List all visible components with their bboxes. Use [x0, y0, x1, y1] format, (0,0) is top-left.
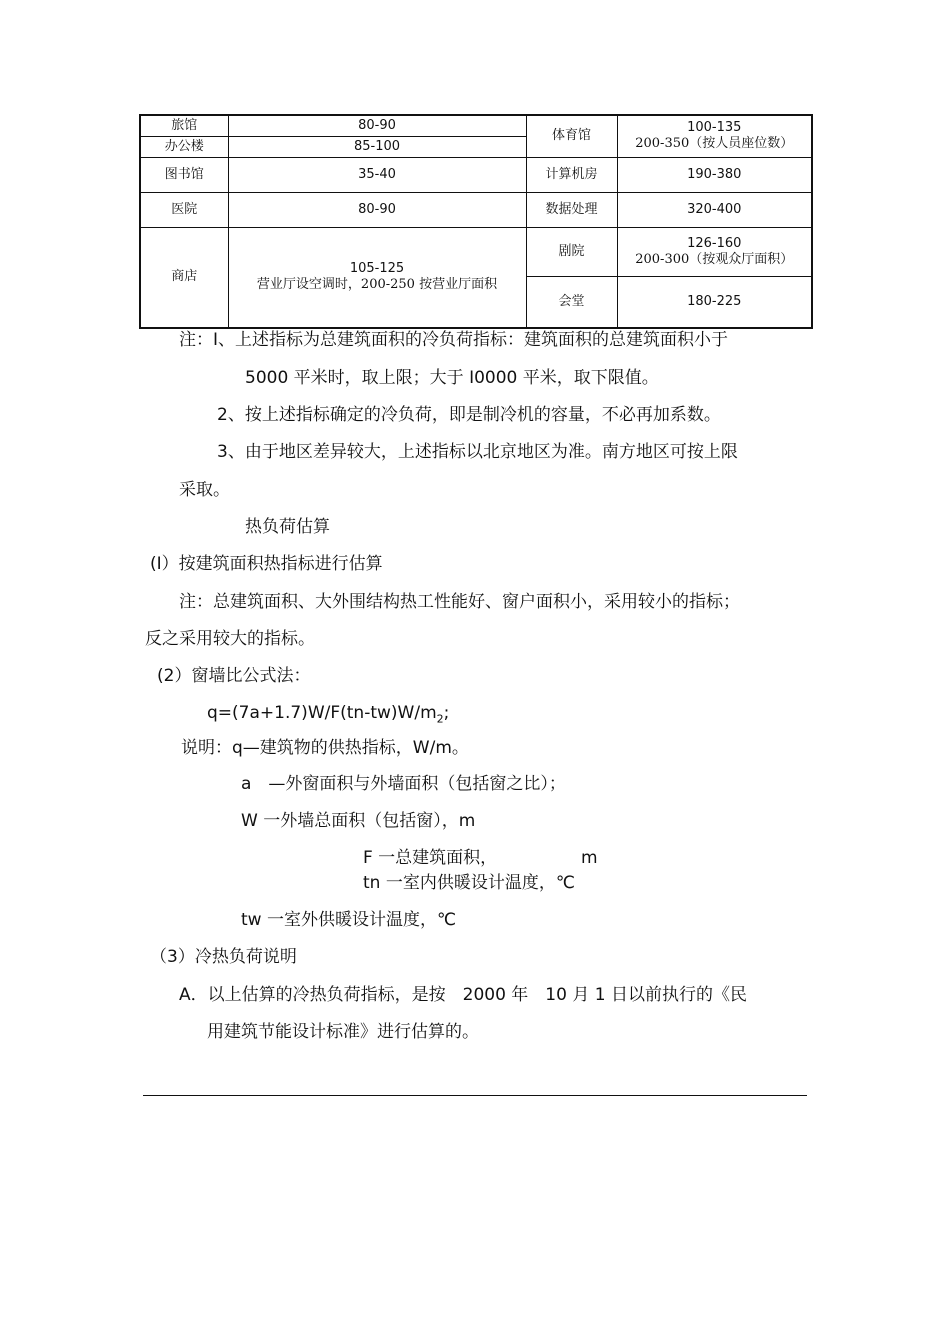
- formula-end: ;: [443, 703, 450, 723]
- desc-a: a —外窗面积与外墙面积（包括窗之比）；: [241, 774, 566, 794]
- formula-main: q=(7a+1.7)W/F(tn-tw)W/m: [207, 703, 437, 723]
- note-2: 2、按上述指标确定的冷负荷，即是制冷机的容量，不必再加系数。: [217, 405, 721, 425]
- desc-tn: tn 一室内供暖设计温度，℃: [363, 873, 575, 893]
- table-cell: 商店: [140, 227, 228, 328]
- desc-tw: tw 一室外供暖设计温度，℃: [241, 910, 457, 930]
- table-cell: 190-380: [617, 157, 812, 192]
- table-cell: 体育馆: [526, 115, 617, 157]
- item-3: （3）冷热负荷说明: [150, 947, 297, 967]
- table-cell: 320-400: [617, 192, 812, 227]
- load-index-table: [139, 114, 811, 328]
- table-cell: 医院: [140, 192, 228, 227]
- table-cell: 数据处理: [526, 192, 617, 227]
- table-cell: [228, 227, 526, 328]
- cell-line: 营业厅设空调时，200-250 按营业厅面积: [256, 277, 498, 293]
- cell-line: 200-350（按人员座位数）: [635, 136, 794, 152]
- desc-f: F 一总建筑面积，: [363, 848, 498, 868]
- section-heading: 热负荷估算: [245, 517, 330, 537]
- formula: [207, 703, 449, 729]
- item-a-line-1: A．以上估算的冷热负荷指标，是按 2000 年 10 月 1 日以前执行的《民: [179, 985, 747, 1005]
- table-cell: 旅馆: [140, 115, 228, 136]
- item-1-note-line-2: 反之采用较大的指标。: [145, 629, 315, 649]
- table-cell: 剧院: [526, 227, 617, 276]
- desc-f-unit: m: [581, 848, 598, 868]
- table-cell: 办公楼: [140, 136, 228, 157]
- table-cell: 35-40: [228, 157, 526, 192]
- table-cell: 计算机房: [526, 157, 617, 192]
- note-3-line-2: 采取。: [179, 480, 230, 500]
- note-1-line-1: 注：I、上述指标为总建筑面积的冷负荷指标：建筑面积的总建筑面积小于: [179, 330, 729, 350]
- desc-w: W 一外墙总面积（包括窗），m: [241, 811, 476, 831]
- item-a-line-2: 用建筑节能设计标准》进行估算的。: [207, 1022, 479, 1042]
- table-cell: [617, 115, 812, 157]
- table-cell: 85-100: [228, 136, 526, 157]
- cell-line: 105-125: [349, 261, 405, 277]
- cell-line: 200-300（按观众厅面积）: [635, 251, 794, 267]
- table-cell: 会堂: [526, 276, 617, 328]
- table-cell: 80-90: [228, 192, 526, 227]
- desc-q: 说明：q—建筑物的供热指标，W/m。: [181, 738, 469, 758]
- note-1-line-2: 5000 平米时，取上限；大于 I0000 平米，取下限值。: [245, 368, 659, 388]
- note-3-line-1: 3、由于地区差异较大，上述指标以北京地区为准。南方地区可按上限: [217, 442, 738, 462]
- table-cell: 图书馆: [140, 157, 228, 192]
- table-cell: 80-90: [228, 115, 526, 136]
- formula-subscript: 2: [436, 712, 444, 726]
- cell-line: 126-160: [687, 235, 742, 251]
- table-cell: [617, 227, 812, 276]
- item-2: (2）窗墙比公式法：: [157, 666, 311, 686]
- item-1: (I）按建筑面积热指标进行估算: [150, 554, 383, 574]
- table-cell: 180-225: [617, 276, 812, 328]
- item-1-note-line-1: 注：总建筑面积、大外围结构热工性能好、窗户面积小，采用较小的指标；: [179, 592, 740, 612]
- cell-line: 100-135: [687, 120, 742, 136]
- bottom-divider: [143, 1095, 807, 1096]
